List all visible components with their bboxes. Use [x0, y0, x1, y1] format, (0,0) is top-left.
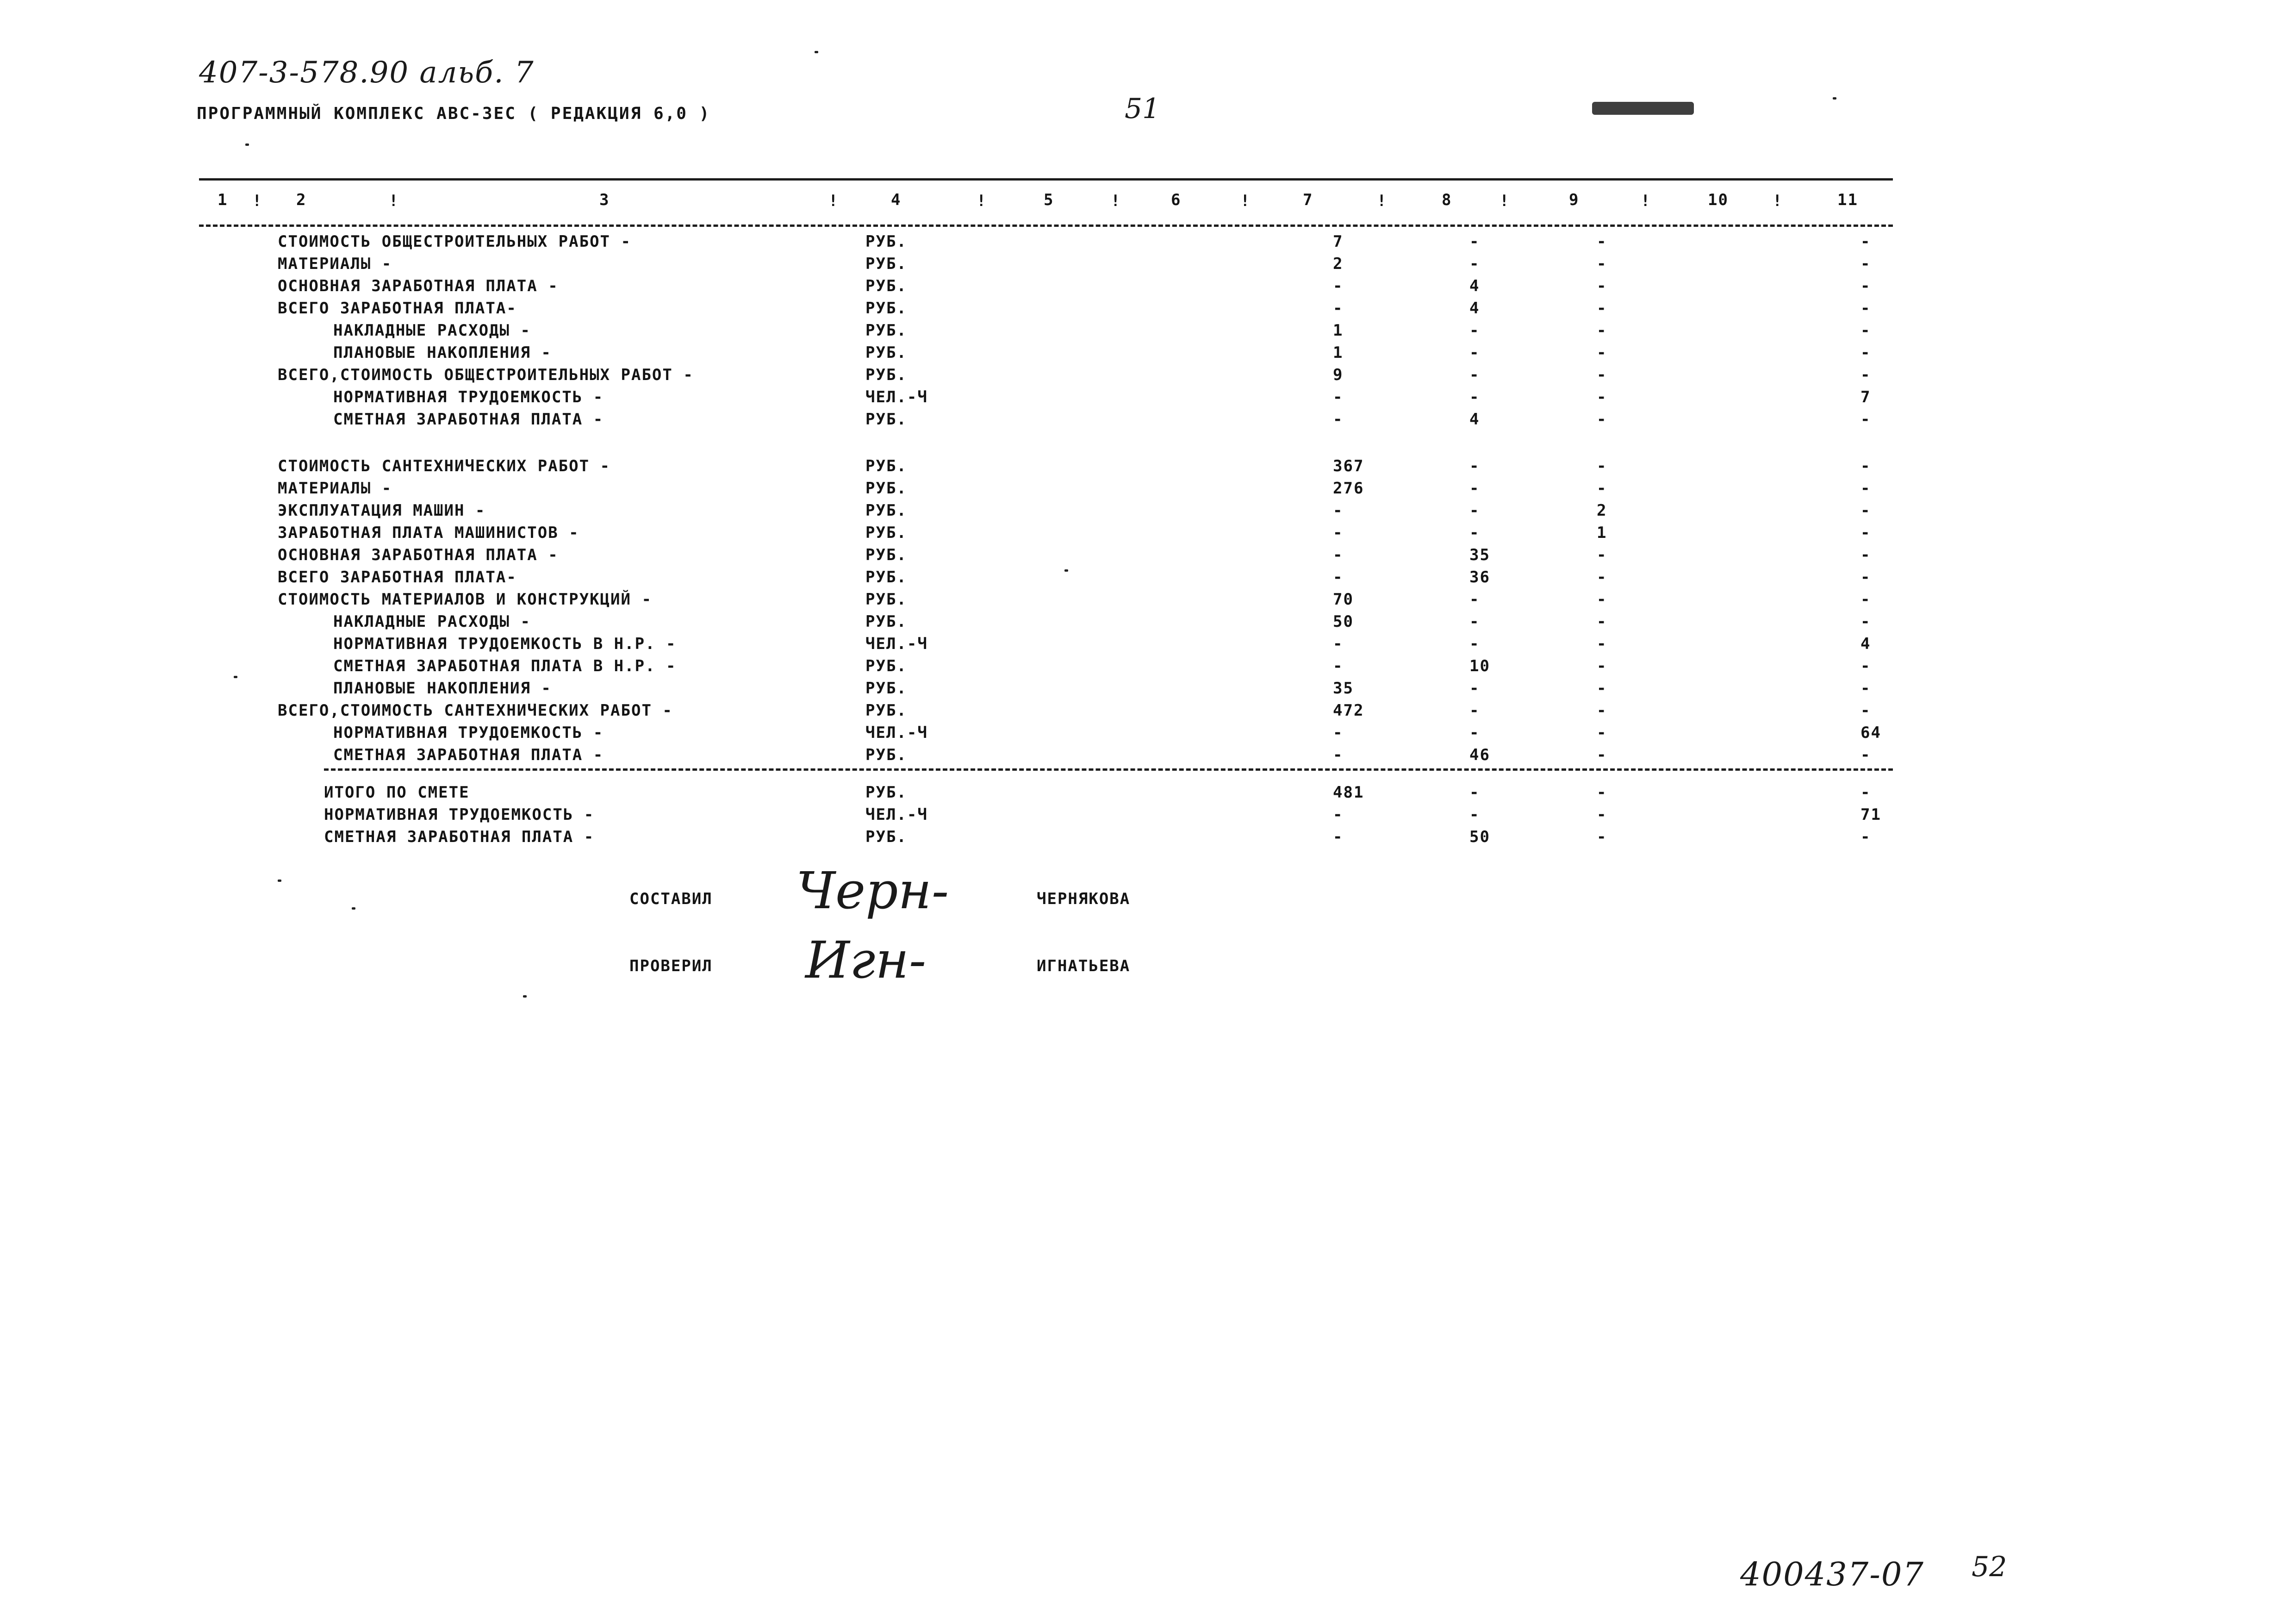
cell-col-9: - [1597, 612, 1607, 631]
row-label: МАТЕРИАЛЫ - [278, 255, 392, 273]
cell-col-8: 36 [1469, 568, 1490, 586]
cell-col-9: - [1597, 343, 1607, 362]
cell-col-8: - [1469, 524, 1480, 542]
cell-col-9: - [1597, 635, 1607, 653]
row-label: НОРМАТИВНАЯ ТРУДОЕМКОСТЬ - [333, 388, 604, 406]
cell-col-11: - [1860, 828, 1871, 846]
cell-col-9: 2 [1597, 501, 1607, 520]
row-unit: РУБ. [865, 828, 907, 846]
column-separator: ! [1240, 192, 1250, 210]
cell-col-8: - [1469, 701, 1480, 720]
cell-col-11: - [1860, 783, 1871, 802]
signature-mark: Игн- [805, 930, 927, 990]
signature-role: СОСТАВИЛ [629, 890, 713, 908]
cell-col-9: - [1597, 321, 1607, 340]
cell-col-11: - [1860, 679, 1871, 698]
cell-col-9: - [1597, 746, 1607, 764]
cell-col-11: - [1860, 746, 1871, 764]
cell-col-11: 64 [1860, 724, 1881, 742]
row-label: ИТОГО ПО СМЕТЕ [324, 783, 470, 802]
scan-speck [352, 907, 355, 910]
scan-speck [278, 880, 281, 882]
cell-col-11: - [1860, 255, 1871, 273]
row-label: НАКЛАДНЫЕ РАСХОДЫ - [333, 321, 531, 340]
row-label: ПЛАНОВЫЕ НАКОПЛЕНИЯ - [333, 679, 552, 698]
row-label: СМЕТНАЯ ЗАРАБОТНАЯ ПЛАТА - [324, 828, 595, 846]
cell-col-7: - [1333, 746, 1344, 764]
cell-col-7: - [1333, 546, 1344, 564]
row-label: ЭКСПЛУАТАЦИЯ МАШИН - [278, 501, 486, 520]
cell-col-9: - [1597, 366, 1607, 384]
cell-col-9: - [1597, 568, 1607, 586]
row-label: ВСЕГО ЗАРАБОТНАЯ ПЛАТА- [278, 568, 517, 586]
cell-col-11: - [1860, 457, 1871, 475]
page-number: 51 [1125, 93, 1160, 125]
cell-col-9: - [1597, 701, 1607, 720]
cell-col-11: - [1860, 299, 1871, 318]
row-label: ЗАРАБОТНАЯ ПЛАТА МАШИНИСТОВ - [278, 524, 579, 542]
column-separator: ! [389, 192, 398, 210]
row-label: СМЕТНАЯ ЗАРАБОТНАЯ ПЛАТА - [333, 746, 604, 764]
cell-col-9: - [1597, 410, 1607, 429]
scan-speck [523, 995, 527, 998]
cell-col-8: - [1469, 635, 1480, 653]
row-unit: РУБ. [865, 232, 907, 251]
column-header: 3 [599, 191, 610, 209]
row-label: СМЕТНАЯ ЗАРАБОТНАЯ ПЛАТА - [333, 410, 604, 429]
cell-col-9: - [1597, 590, 1607, 609]
cell-col-8: 4 [1469, 299, 1480, 318]
cell-col-11: - [1860, 321, 1871, 340]
scan-speck [245, 143, 249, 146]
row-unit: ЧЕЛ.-Ч [865, 635, 928, 653]
row-unit: РУБ. [865, 679, 907, 698]
cell-col-7: 472 [1333, 701, 1364, 720]
table-top-rule [199, 178, 1893, 181]
row-unit: РУБ. [865, 657, 907, 675]
cell-col-11: - [1860, 546, 1871, 564]
archive-sheet-number: 52 [1972, 1551, 2007, 1583]
cell-col-11: - [1860, 410, 1871, 429]
redacted-stamp [1592, 102, 1694, 115]
cell-col-8: - [1469, 388, 1480, 406]
row-unit: РУБ. [865, 568, 907, 586]
row-unit: ЧЕЛ.-Ч [865, 724, 928, 742]
column-separator: ! [1111, 192, 1120, 210]
cell-col-7: - [1333, 299, 1344, 318]
cell-col-8: 4 [1469, 410, 1480, 429]
cell-col-7: 35 [1333, 679, 1354, 698]
cell-col-7: 276 [1333, 479, 1364, 498]
column-header: 1 [218, 191, 228, 209]
row-unit: РУБ. [865, 255, 907, 273]
cell-col-11: 4 [1860, 635, 1871, 653]
row-label: ВСЕГО ЗАРАБОТНАЯ ПЛАТА- [278, 299, 517, 318]
cell-col-8: - [1469, 805, 1480, 824]
cell-col-11: 7 [1860, 388, 1871, 406]
cell-col-8: - [1469, 321, 1480, 340]
cell-col-7: 1 [1333, 343, 1344, 362]
row-unit: РУБ. [865, 590, 907, 609]
cell-col-11: - [1860, 524, 1871, 542]
cell-col-8: - [1469, 232, 1480, 251]
cell-col-9: - [1597, 657, 1607, 675]
row-unit: РУБ. [865, 366, 907, 384]
cell-col-7: 1 [1333, 321, 1344, 340]
cell-col-9: - [1597, 457, 1607, 475]
cell-col-11: - [1860, 612, 1871, 631]
cell-col-7: - [1333, 388, 1344, 406]
cell-col-8: - [1469, 501, 1480, 520]
program-header: ПРОГРАММНЫЙ КОМПЛЕКС АВС-3ЕС ( РЕДАКЦИЯ 6,0 ) [197, 104, 711, 123]
cell-col-11: - [1860, 657, 1871, 675]
cell-col-7: 2 [1333, 255, 1344, 273]
cell-col-8: 50 [1469, 828, 1490, 846]
cell-col-9: - [1597, 828, 1607, 846]
column-separator: ! [977, 192, 986, 210]
column-separator: ! [252, 192, 262, 210]
cell-col-8: 4 [1469, 277, 1480, 295]
scan-speck [1833, 97, 1836, 100]
cell-col-9: - [1597, 679, 1607, 698]
cell-col-9: - [1597, 479, 1607, 498]
document-code: 407-3-578.90 альб. 7 [199, 56, 535, 90]
cell-col-7: 9 [1333, 366, 1344, 384]
cell-col-11: - [1860, 366, 1871, 384]
row-unit: РУБ. [865, 701, 907, 720]
row-unit: РУБ. [865, 321, 907, 340]
cell-col-7: 367 [1333, 457, 1364, 475]
row-label: НОРМАТИВНАЯ ТРУДОЕМКОСТЬ - [324, 805, 595, 824]
cell-col-11: - [1860, 501, 1871, 520]
row-unit: РУБ. [865, 501, 907, 520]
column-header: 5 [1044, 191, 1054, 209]
column-header: 10 [1708, 191, 1729, 209]
signature-name: ЧЕРНЯКОВА [1037, 890, 1131, 908]
totals-rule [324, 768, 1893, 771]
signature-name: ИГНАТЬЕВА [1037, 957, 1131, 975]
row-label: ОСНОВНАЯ ЗАРАБОТНАЯ ПЛАТА - [278, 546, 559, 564]
cell-col-9: - [1597, 255, 1607, 273]
scan-speck [815, 51, 818, 53]
cell-col-7: 7 [1333, 232, 1344, 251]
row-label: СМЕТНАЯ ЗАРАБОТНАЯ ПЛАТА В Н.Р. - [333, 657, 677, 675]
cell-col-7: - [1333, 568, 1344, 586]
cell-col-8: 10 [1469, 657, 1490, 675]
cell-col-11: - [1860, 343, 1871, 362]
cell-col-7: - [1333, 410, 1344, 429]
column-header: 9 [1569, 191, 1580, 209]
cell-col-7: 481 [1333, 783, 1364, 802]
row-unit: РУБ. [865, 343, 907, 362]
row-unit: РУБ. [865, 277, 907, 295]
column-header: 8 [1442, 191, 1452, 209]
cell-col-9: - [1597, 783, 1607, 802]
cell-col-9: - [1597, 277, 1607, 295]
cell-col-7: - [1333, 501, 1344, 520]
cell-col-8: - [1469, 590, 1480, 609]
row-unit: ЧЕЛ.-Ч [865, 805, 928, 824]
cell-col-9: - [1597, 299, 1607, 318]
cell-col-7: 70 [1333, 590, 1354, 609]
cell-col-8: - [1469, 343, 1480, 362]
cell-col-8: - [1469, 255, 1480, 273]
column-header: 4 [891, 191, 902, 209]
cell-col-7: - [1333, 828, 1344, 846]
column-separator: ! [1377, 192, 1387, 210]
cell-col-7: - [1333, 657, 1344, 675]
row-label: ВСЕГО,СТОИМОСТЬ ОБЩЕСТРОИТЕЛЬНЫХ РАБОТ - [278, 366, 694, 384]
row-unit: РУБ. [865, 612, 907, 631]
cell-col-8: - [1469, 479, 1480, 498]
cell-col-8: - [1469, 457, 1480, 475]
row-unit: РУБ. [865, 546, 907, 564]
column-header: 6 [1171, 191, 1182, 209]
cell-col-8: 46 [1469, 746, 1490, 764]
column-separator: ! [1641, 192, 1650, 210]
row-label: НОРМАТИВНАЯ ТРУДОЕМКОСТЬ - [333, 724, 604, 742]
cell-col-9: - [1597, 388, 1607, 406]
cell-col-8: - [1469, 612, 1480, 631]
row-label: СТОИМОСТЬ ОБЩЕСТРОИТЕЛЬНЫХ РАБОТ - [278, 232, 631, 251]
cell-col-7: - [1333, 805, 1344, 824]
cell-col-11: - [1860, 479, 1871, 498]
column-separator: ! [1773, 192, 1782, 210]
cell-col-9: 1 [1597, 524, 1607, 542]
row-unit: РУБ. [865, 479, 907, 498]
cell-col-8: - [1469, 724, 1480, 742]
cell-col-9: - [1597, 546, 1607, 564]
cell-col-11: 71 [1860, 805, 1881, 824]
row-label: СТОИМОСТЬ МАТЕРИАЛОВ И КОНСТРУКЦИЙ - [278, 590, 652, 609]
archive-number: 400437-07 [1740, 1555, 1924, 1593]
column-separator: ! [1500, 192, 1509, 210]
column-header: 11 [1837, 191, 1858, 209]
scan-speck [234, 676, 237, 678]
cell-col-11: - [1860, 701, 1871, 720]
signature-mark: Черн- [796, 861, 949, 920]
row-label: ПЛАНОВЫЕ НАКОПЛЕНИЯ - [333, 343, 552, 362]
row-label: ВСЕГО,СТОИМОСТЬ САНТЕХНИЧЕСКИХ РАБОТ - [278, 701, 673, 720]
cell-col-7: - [1333, 724, 1344, 742]
row-label: МАТЕРИАЛЫ - [278, 479, 392, 498]
cell-col-9: - [1597, 805, 1607, 824]
signature-role: ПРОВЕРИЛ [629, 957, 713, 975]
cell-col-7: - [1333, 277, 1344, 295]
cell-col-9: - [1597, 232, 1607, 251]
row-unit: РУБ. [865, 299, 907, 318]
cell-col-11: - [1860, 232, 1871, 251]
column-header: 2 [296, 191, 307, 209]
row-unit: РУБ. [865, 457, 907, 475]
row-label: НОРМАТИВНАЯ ТРУДОЕМКОСТЬ В Н.Р. - [333, 635, 677, 653]
cell-col-11: - [1860, 568, 1871, 586]
cell-col-8: - [1469, 366, 1480, 384]
header-bottom-rule [199, 225, 1893, 227]
column-separator: ! [828, 192, 838, 210]
row-label: НАКЛАДНЫЕ РАСХОДЫ - [333, 612, 531, 631]
row-unit: РУБ. [865, 746, 907, 764]
cell-col-8: 35 [1469, 546, 1490, 564]
cell-col-11: - [1860, 590, 1871, 609]
cell-col-7: 50 [1333, 612, 1354, 631]
cell-col-11: - [1860, 277, 1871, 295]
row-label: СТОИМОСТЬ САНТЕХНИЧЕСКИХ РАБОТ - [278, 457, 611, 475]
row-label: ОСНОВНАЯ ЗАРАБОТНАЯ ПЛАТА - [278, 277, 559, 295]
cell-col-9: - [1597, 724, 1607, 742]
column-header: 7 [1303, 191, 1313, 209]
cell-col-8: - [1469, 679, 1480, 698]
row-unit: РУБ. [865, 524, 907, 542]
cell-col-7: - [1333, 635, 1344, 653]
scan-speck [1064, 569, 1068, 572]
row-unit: РУБ. [865, 783, 907, 802]
cell-col-7: - [1333, 524, 1344, 542]
row-unit: РУБ. [865, 410, 907, 429]
cell-col-8: - [1469, 783, 1480, 802]
row-unit: ЧЕЛ.-Ч [865, 388, 928, 406]
